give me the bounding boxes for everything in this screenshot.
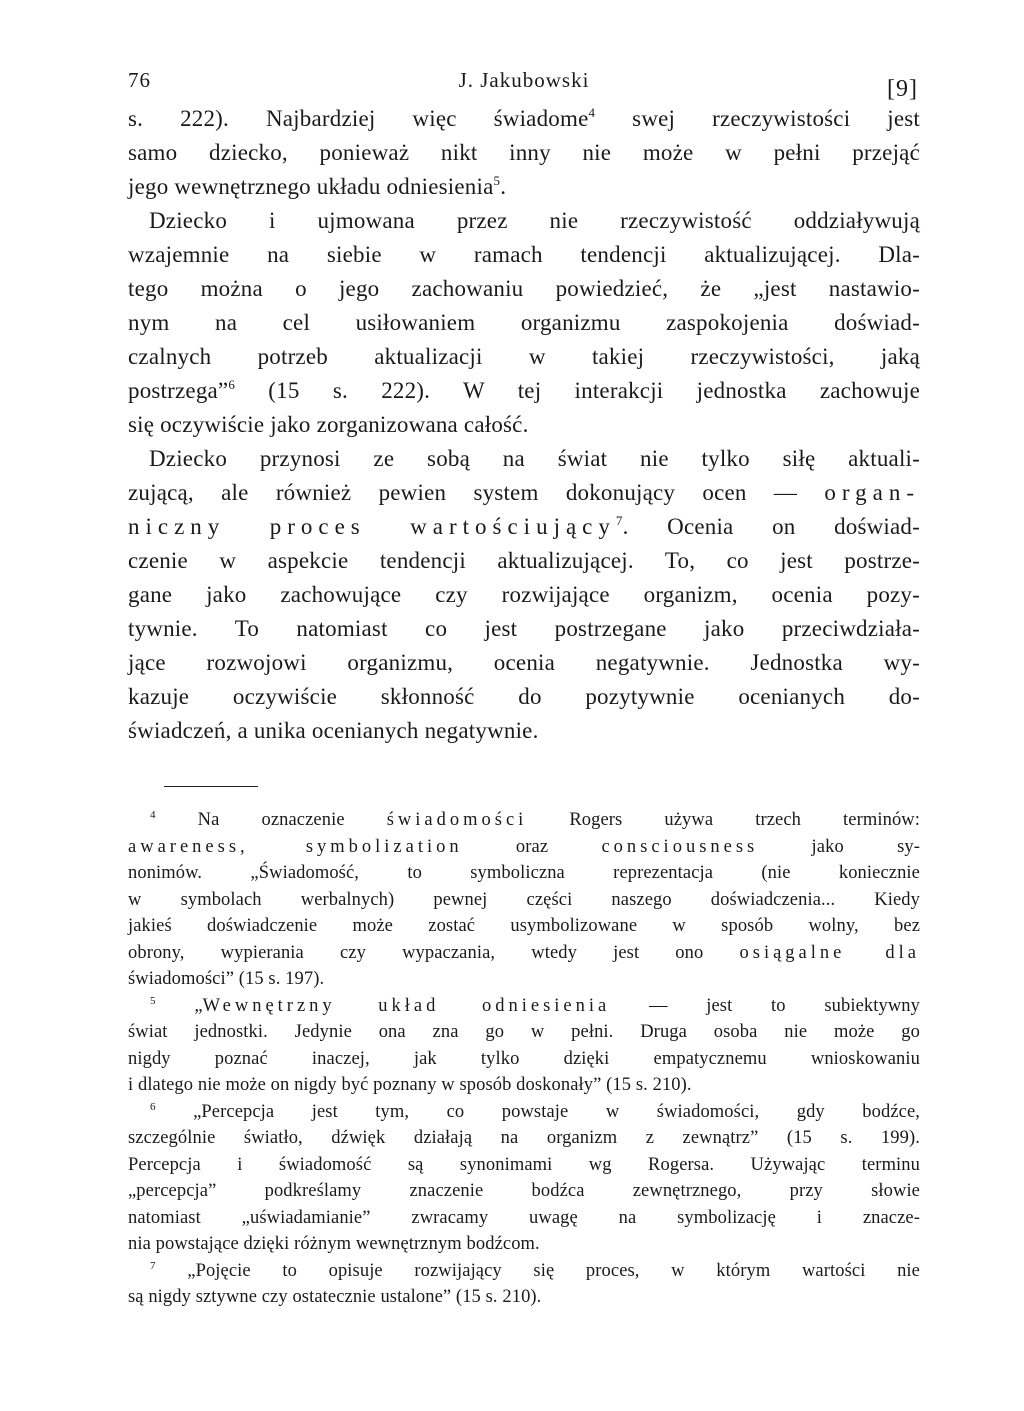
footnote-text-run: „Pojęcie to opisuje rozwijający się proces, w którym wartości nie <box>155 1260 920 1281</box>
spaced-emphasis: niczny proces wartościujący <box>128 514 616 539</box>
footnote-text-run: świat jednostki. Jedynie ona zna go w pełni. Druga osoba nie może go <box>128 1022 920 1042</box>
body-text-run: swej rzeczywistości jest <box>595 106 921 131</box>
body-text-run: jego wewnętrznego układu odniesienia <box>128 174 494 199</box>
body-text-run: samo dziecko, ponieważ nikt inny nie może w pełni przejąć <box>128 140 920 165</box>
section-marker: [9] <box>887 76 918 102</box>
footnote-text-run: oraz <box>462 836 602 857</box>
spaced-emphasis: świadomości <box>386 810 528 830</box>
footnote-text-run: nia powstające dzięki różnym wewnętrznym bodźcom. <box>128 1234 540 1254</box>
footnote-number: 7 <box>150 1259 156 1272</box>
body-line <box>128 646 920 680</box>
body-text-run: . <box>500 174 507 199</box>
footnote-line <box>128 1152 920 1179</box>
body-line <box>128 170 920 204</box>
body-line <box>128 680 920 714</box>
footnote-line <box>128 1205 920 1232</box>
footnote-text-run: jakieś doświadczenie może zostać usymbolizowane w sposób wolny, bez <box>128 916 920 936</box>
footnote-text-run: nonimów. „Świadomość, to symboliczna reprezentacja (nie koniecznie <box>128 863 920 883</box>
body-text-run: (15 s. 222). W tej interakcji jednostka zachowuje <box>235 378 920 403</box>
body-text-run: tego można o jego zachowaniu powiedzieć, że „jest nastawio- <box>128 276 920 301</box>
spaced-emphasis: awareness, symbolization <box>128 836 463 857</box>
book-page <box>128 62 920 1311</box>
body-text-run: zującą, ale również pewien system dokonujący ocen — <box>128 480 825 505</box>
footnote-line <box>128 1125 920 1152</box>
footnote-text-run: szczególnie światło, dźwięk działają na organizm z zewnątrz” (15 s. 199). <box>128 1128 920 1148</box>
page-number: 76 <box>128 68 151 92</box>
body-line <box>128 374 920 408</box>
footnote-line <box>128 1178 920 1205</box>
body-line <box>128 272 920 306</box>
footnote-text-run: jako sy- <box>758 836 920 857</box>
footnote-text-run: Na oznaczenie <box>155 810 387 830</box>
body-text-run: czalnych potrzeb aktualizacji w takiej rzeczywistości, jaką <box>128 344 920 369</box>
body-text-run: jące rozwojowi organizmu, ocenia negatywnie. Jednostka wy- <box>128 650 920 675</box>
body-text-run: się oczywiście jako zorganizowana całość. <box>128 412 529 437</box>
body-line <box>128 612 920 646</box>
footnote-line <box>128 834 920 861</box>
footnote-line <box>128 887 920 914</box>
body-line <box>128 476 920 510</box>
body-line <box>128 442 920 476</box>
footnote-line <box>128 1284 920 1311</box>
footnote-line <box>128 940 920 967</box>
footnote-line <box>128 1231 920 1258</box>
body-text-run: świadczeń, a unika ocenianych negatywnie. <box>128 718 539 743</box>
body-line <box>128 408 920 442</box>
footnote-line <box>128 1072 920 1099</box>
body-line <box>128 136 920 170</box>
footnote-text-run: są nigdy sztywne czy ostatecznie ustalone” (15 s. 210). <box>128 1287 542 1307</box>
footnote-number: 6 <box>150 1100 156 1113</box>
footnote-line <box>128 993 920 1020</box>
body-text-run: kazuje oczywiście skłonność do pozytywnie ocenianych do- <box>128 684 920 709</box>
running-head-author: J. Jakubowski <box>458 68 590 92</box>
footnote-reference: 5 <box>493 173 501 188</box>
body-text-run: gane jako zachowujące czy rozwijające organizm, ocenia pozy- <box>128 582 920 607</box>
body-line <box>128 204 920 238</box>
footnote-number: 5 <box>150 994 156 1007</box>
footnote-text-run: Rogers używa trzech terminów: <box>527 810 921 830</box>
footnote-text-run: w symbolach werbalnych) pewnej części naszego doświadczenia... Kiedy <box>128 889 920 910</box>
footnote-line <box>128 860 920 887</box>
body-text-run: . Ocenia on doświad- <box>622 514 920 539</box>
footnote-reference: 7 <box>615 513 623 528</box>
footnote-line <box>128 807 920 834</box>
footnote-text-run: „ <box>155 995 203 1016</box>
footnote-text-run: „Percepcja jest tym, co powstaje w świadomości, gdy bodźce, <box>155 1101 920 1122</box>
body-line <box>128 714 920 748</box>
spaced-emphasis: Wewnętrzny układ odniesienia <box>202 995 611 1016</box>
body-text-run: wzajemnie na siebie w ramach tendencji aktualizującej. Dla- <box>128 242 920 267</box>
body-text-run: Dziecko przynosi ze sobą na świat nie tylko siłę aktuali- <box>149 446 920 471</box>
body-line <box>128 306 920 340</box>
body-text-run: nym na cel usiłowaniem organizmu zaspokojenia doświad- <box>128 310 920 335</box>
body-line <box>128 340 920 374</box>
body-text-run: postrzega” <box>128 378 229 403</box>
body-text-run: s. 222). Najbardziej więc świadome <box>128 106 589 131</box>
body-line <box>128 238 920 272</box>
page-header <box>128 62 920 102</box>
spaced-emphasis: osiągalne dla <box>739 942 920 963</box>
footnote-line <box>128 913 920 940</box>
spaced-emphasis: consciousness <box>601 836 759 857</box>
footnote-line <box>128 1099 920 1126</box>
footnote-text-run: i dlatego nie może on nigdy być poznany w sposób doskonały” (15 s. 210). <box>128 1075 692 1095</box>
footnote-separator <box>164 786 258 787</box>
body-line <box>128 102 920 136</box>
footnote-text-run: Percepcja i świadomość są synonimami wg Rogersa. Używając terminu <box>128 1154 920 1175</box>
body-text-run: tywnie. To natomiast co jest postrzegane jako przeciwdziała- <box>128 616 920 641</box>
footnote-line <box>128 966 920 993</box>
footnotes <box>128 807 920 1311</box>
footnote-text-run: natomiast „uświadamianie” zwracamy uwagę na symbolizację i znacze- <box>128 1207 920 1228</box>
footnote-line <box>128 1046 920 1073</box>
body-line <box>128 578 920 612</box>
footnote-text-run: — jest to subiektywny <box>610 995 920 1016</box>
body-line <box>128 510 920 544</box>
spaced-emphasis: organ- <box>824 480 920 505</box>
footnote-text-run: „percepcja” podkreślamy znaczenie bodźca zewnętrznego, przy słowie <box>128 1181 920 1201</box>
body-text-run: Dziecko i ujmowana przez nie rzeczywistość oddziaływują <box>149 208 920 233</box>
footnote-reference: 4 <box>588 105 596 120</box>
footnote-text-run: nigdy poznać inaczej, jak tylko dzięki empatycznemu wnioskowaniu <box>128 1048 920 1069</box>
footnote-line <box>128 1258 920 1285</box>
main-text <box>128 102 920 748</box>
footnote-reference: 6 <box>228 377 236 392</box>
footnote-number: 4 <box>150 809 156 821</box>
footnote-text-run: obrony, wypierania czy wypaczania, wtedy jest ono <box>128 942 740 963</box>
body-text-run: czenie w aspekcie tendencji aktualizującej. To, co jest postrze- <box>128 548 920 573</box>
footnote-line <box>128 1019 920 1046</box>
footnote-text-run: świadomości” (15 s. 197). <box>128 969 325 989</box>
body-line <box>128 544 920 578</box>
